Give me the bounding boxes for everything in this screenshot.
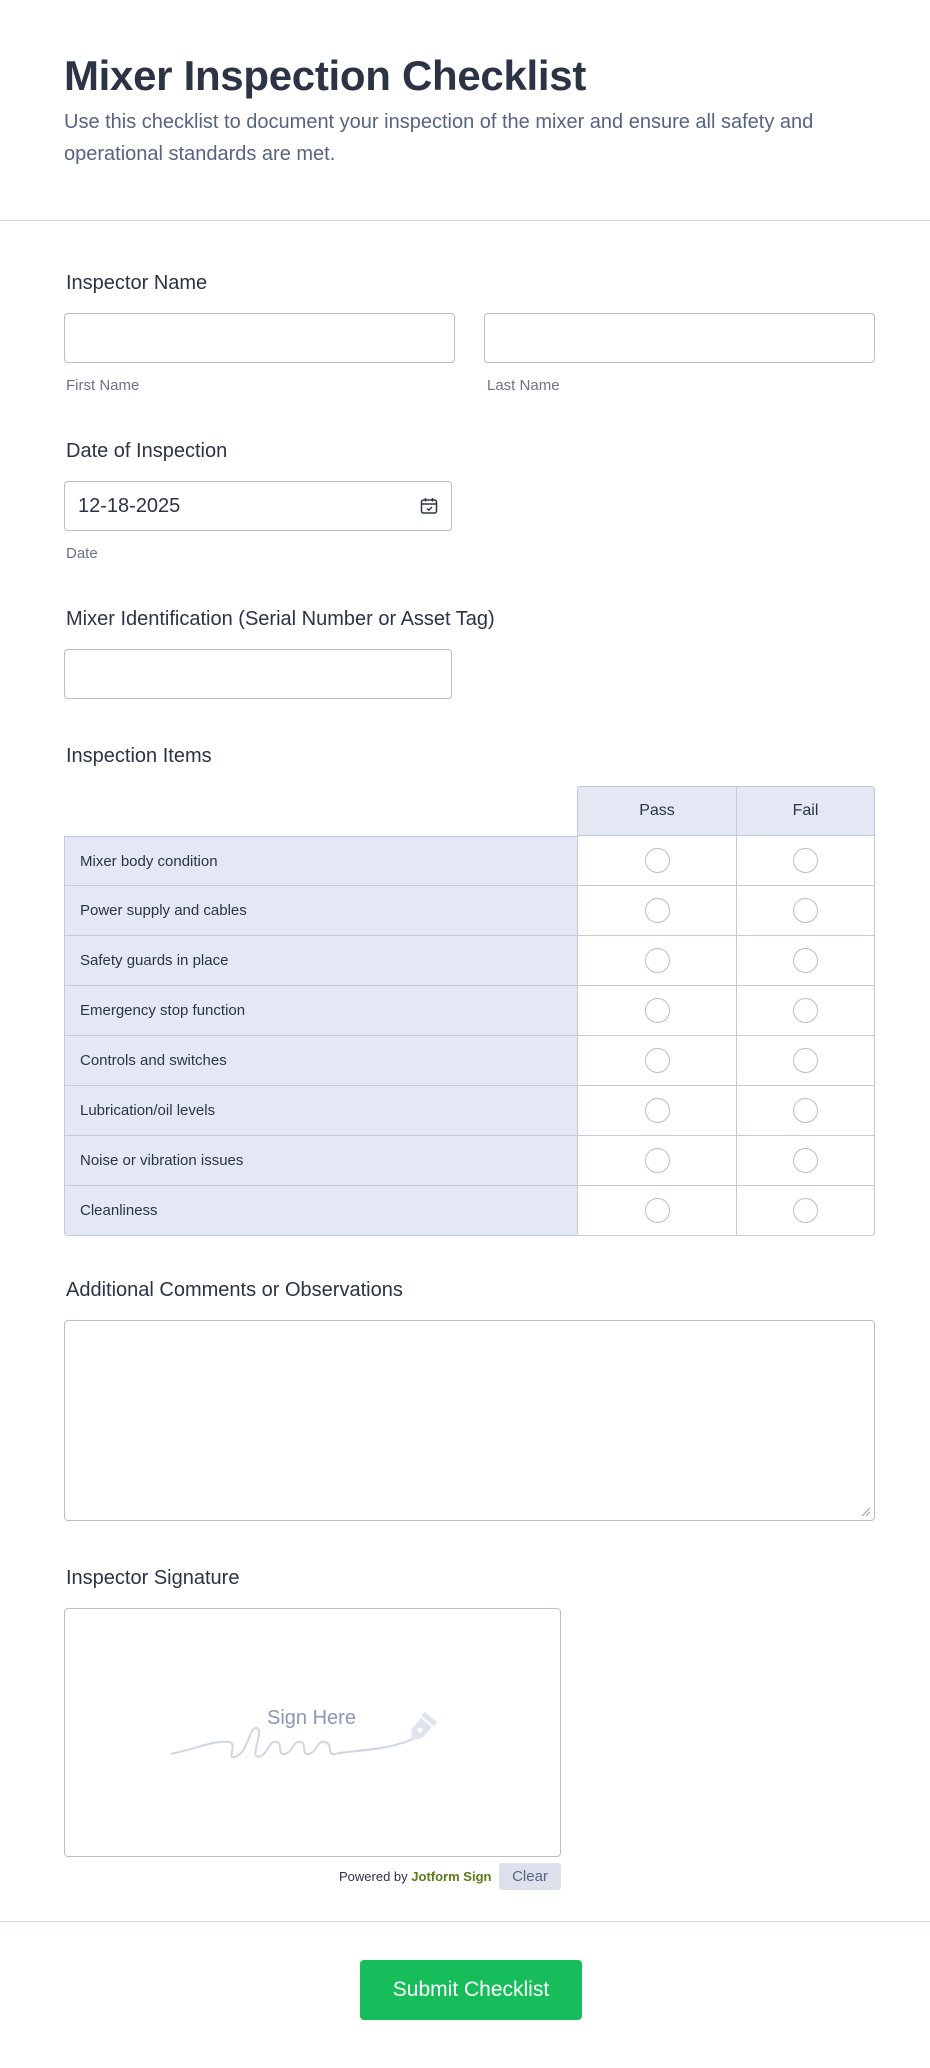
fail-cell	[737, 1136, 875, 1186]
date-sublabel: Date	[66, 545, 98, 562]
row-label: Safety guards in place	[64, 936, 578, 986]
fail-cell	[737, 986, 875, 1036]
resize-handle-icon[interactable]	[861, 1507, 871, 1517]
comments-textarea[interactable]	[64, 1320, 875, 1521]
pass-radio[interactable]	[645, 1098, 670, 1123]
signature-pad[interactable]	[64, 1608, 561, 1857]
signature-scribble-icon	[169, 1704, 459, 1764]
powered-prefix: Powered by	[339, 1869, 408, 1884]
matrix-row	[64, 986, 875, 1036]
fail-radio[interactable]	[793, 848, 818, 873]
fail-radio[interactable]	[793, 1148, 818, 1173]
fail-radio[interactable]	[793, 998, 818, 1023]
pass-cell	[578, 1086, 737, 1136]
fail-cell	[737, 886, 875, 936]
jotform-sign-brand[interactable]: Jotform Sign	[411, 1869, 492, 1884]
fail-radio[interactable]	[793, 948, 818, 973]
signature-label: Inspector Signature	[66, 1567, 240, 1589]
row-label: Power supply and cables	[64, 886, 578, 936]
pass-cell	[578, 1136, 737, 1186]
date-value: 12-18-2025	[78, 495, 181, 517]
pass-radio[interactable]	[645, 1148, 670, 1173]
fail-cell	[737, 1186, 875, 1236]
mixer-id-input[interactable]	[64, 649, 452, 699]
fail-cell	[737, 936, 875, 986]
fail-radio[interactable]	[793, 898, 818, 923]
matrix-row	[64, 836, 875, 886]
pass-radio[interactable]	[645, 998, 670, 1023]
fail-radio[interactable]	[793, 1098, 818, 1123]
row-label: Noise or vibration issues	[64, 1136, 578, 1186]
matrix-row	[64, 1086, 875, 1136]
matrix-row	[64, 1036, 875, 1086]
matrix-row	[64, 1136, 875, 1186]
form-title: Mixer Inspection Checklist	[64, 52, 587, 99]
fail-radio[interactable]	[793, 1198, 818, 1223]
inspection-items-label: Inspection Items	[66, 745, 212, 767]
fail-cell	[737, 836, 875, 886]
pass-radio[interactable]	[645, 848, 670, 873]
inspector-name-label: Inspector Name	[66, 272, 208, 294]
clear-signature-button[interactable]: Clear	[499, 1863, 561, 1890]
matrix-row	[64, 936, 875, 986]
last-name-input[interactable]	[484, 313, 875, 363]
pass-cell	[578, 986, 737, 1036]
matrix-row	[64, 1186, 875, 1236]
date-label: Date of Inspection	[66, 440, 228, 462]
pass-radio[interactable]	[645, 948, 670, 973]
fail-column-header: Fail	[736, 786, 875, 836]
row-label: Lubrication/oil levels	[64, 1086, 578, 1136]
pass-cell	[578, 936, 737, 986]
fail-radio[interactable]	[793, 1048, 818, 1073]
submit-button[interactable]: Submit Checklist	[360, 1960, 582, 2020]
fail-cell	[737, 1036, 875, 1086]
form-footer	[0, 1921, 930, 2068]
powered-by-text	[339, 1869, 491, 1884]
form-header	[0, 0, 930, 221]
form-subtitle: Use this checklist to document your inspection of the mixer and ensure all safety and operational standards are met.	[64, 111, 814, 165]
pass-cell	[578, 1186, 737, 1236]
pass-radio[interactable]	[645, 1198, 670, 1223]
pass-radio[interactable]	[645, 898, 670, 923]
sign-here-text: Sign Here	[267, 1707, 356, 1729]
matrix-row	[64, 886, 875, 936]
row-label: Mixer body condition	[64, 836, 578, 886]
pass-cell	[578, 1036, 737, 1086]
row-label: Controls and switches	[64, 1036, 578, 1086]
row-label: Emergency stop function	[64, 986, 578, 1036]
pass-cell	[578, 886, 737, 936]
row-label: Cleanliness	[64, 1186, 578, 1236]
pass-radio[interactable]	[645, 1048, 670, 1073]
pass-column-header: Pass	[577, 786, 737, 836]
comments-label: Additional Comments or Observations	[66, 1279, 403, 1301]
pass-cell	[578, 836, 737, 886]
date-input[interactable]	[64, 481, 452, 531]
mixer-id-label: Mixer Identification (Serial Number or Asset Tag)	[66, 608, 495, 630]
fail-cell	[737, 1086, 875, 1136]
first-name-sublabel: First Name	[66, 377, 140, 394]
first-name-input[interactable]	[64, 313, 455, 363]
last-name-sublabel: Last Name	[487, 377, 560, 394]
calendar-icon[interactable]	[419, 496, 439, 516]
